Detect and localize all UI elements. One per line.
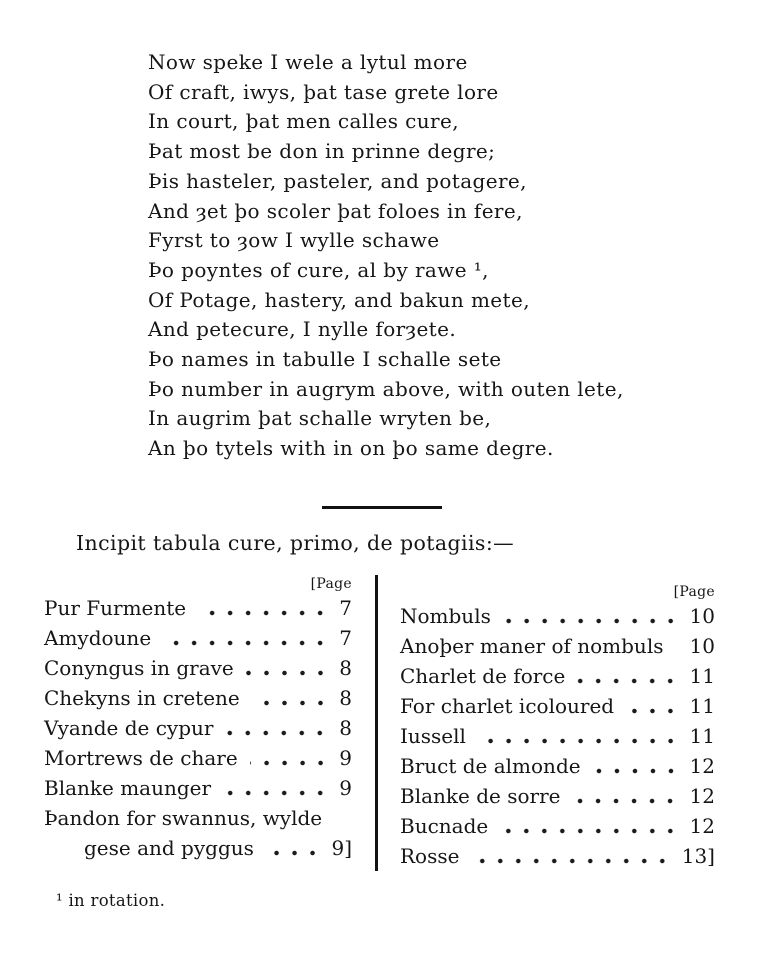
dot-leader bbox=[572, 798, 679, 804]
toc-entry bbox=[44, 773, 352, 803]
toc-entry-page: 11 bbox=[689, 663, 715, 688]
toc-entry bbox=[400, 751, 715, 781]
poem-line: An þo tytels with in on þo same degre. bbox=[148, 436, 554, 461]
toc-entry-line2 bbox=[44, 833, 352, 863]
dot-leader bbox=[577, 678, 679, 684]
poem-line: In augrim þat schalle wryten be, bbox=[148, 406, 492, 431]
toc-entry-title: Anoþer maner of nombuls bbox=[400, 633, 664, 658]
toc-entry-page: 11 bbox=[689, 693, 715, 718]
dot-leader bbox=[471, 858, 671, 864]
dot-leader bbox=[163, 640, 329, 646]
toc-entry bbox=[400, 661, 715, 691]
toc-entry bbox=[400, 721, 715, 751]
poem-block bbox=[148, 48, 763, 464]
toc-entry-page: 8 bbox=[339, 715, 352, 740]
dot-leader bbox=[593, 768, 680, 774]
toc-entry bbox=[400, 601, 715, 631]
incipit-heading: Incipit tabula cure, primo, de potagiis:— bbox=[76, 530, 515, 555]
toc-entry-title: For charlet icoloured bbox=[400, 693, 615, 718]
toc-entry-page: 9 bbox=[339, 775, 352, 800]
toc-entry-title: Blanke de sorre bbox=[400, 783, 561, 808]
poem-line: Þat most be don in prinne degre; bbox=[148, 139, 496, 164]
toc-entry-title: Amydoune bbox=[44, 625, 152, 650]
toc-entry-title: Þandon for swannus, wylde bbox=[44, 805, 323, 830]
poem-line: Þo number in augrym above, with outen lete, bbox=[148, 376, 624, 401]
toc-entry bbox=[44, 713, 352, 743]
toc-entry-page: 9 bbox=[339, 745, 352, 770]
toc-entry-title: Rosse bbox=[400, 843, 460, 868]
poem-line: Now speke I wele a lytul more bbox=[148, 50, 468, 74]
table-of-contents bbox=[0, 575, 763, 871]
toc-entry-title: Bruct de almonde bbox=[400, 753, 581, 778]
toc-entry-two-line bbox=[44, 803, 352, 863]
dot-leader bbox=[478, 738, 680, 744]
toc-entry-page: 10 bbox=[689, 633, 715, 658]
toc-entry-title: Nombuls bbox=[400, 603, 491, 628]
dot-leader bbox=[250, 760, 330, 766]
toc-entry-title: Conyngus in grave bbox=[44, 655, 234, 680]
toc-left-page-header: [Page bbox=[310, 575, 352, 592]
toc-entry-page: 12 bbox=[689, 783, 715, 808]
toc-entry-title-continued: gese and pyggus bbox=[84, 835, 254, 860]
dot-leader bbox=[675, 648, 679, 654]
dot-leader bbox=[198, 610, 329, 616]
toc-entry bbox=[44, 623, 352, 653]
poem-line: Þis hasteler, pasteler, and potagere, bbox=[148, 168, 527, 193]
dot-leader bbox=[626, 708, 679, 714]
toc-entry-title: Iussell bbox=[400, 723, 466, 748]
toc-entry bbox=[44, 683, 352, 713]
dot-leader bbox=[246, 670, 330, 676]
poem-line: And petecure, I nylle forȝete. bbox=[148, 317, 457, 342]
poem-line: Of craft, iwys, þat tase grete lore bbox=[148, 79, 499, 104]
toc-entry bbox=[400, 631, 715, 661]
toc-entry bbox=[400, 811, 715, 841]
toc-entry bbox=[400, 841, 715, 871]
column-divider-rule bbox=[375, 575, 378, 871]
toc-entry-page: 12 bbox=[689, 813, 715, 838]
dot-leader bbox=[266, 850, 322, 856]
toc-entry-title: Pur Furmente bbox=[44, 595, 187, 620]
footnote: ¹ in rotation. bbox=[56, 890, 166, 910]
toc-entry bbox=[44, 743, 352, 773]
toc-entry-page: 12 bbox=[689, 753, 715, 778]
toc-entry-title: Blanke maunger bbox=[44, 775, 212, 800]
toc-entry-page: 11 bbox=[689, 723, 715, 748]
dot-leader bbox=[252, 700, 330, 706]
dot-leader bbox=[503, 618, 680, 624]
dot-leader bbox=[223, 790, 329, 796]
toc-entry-page: 8 bbox=[339, 685, 352, 710]
toc-entry-title: Vyande de cypur bbox=[44, 715, 214, 740]
toc-entry-page: 10 bbox=[689, 603, 715, 628]
toc-entry-title: Mortrews de chare bbox=[44, 745, 238, 770]
toc-entry bbox=[44, 593, 352, 623]
poem-line: Fyrst to ȝow I wylle schawe bbox=[148, 228, 440, 253]
toc-entry-page: 7 bbox=[339, 595, 352, 620]
dot-leader bbox=[225, 730, 329, 736]
dot-leader bbox=[500, 828, 679, 834]
toc-entry-page: 7 bbox=[339, 625, 352, 650]
toc-entry-title: Charlet de force bbox=[400, 663, 566, 688]
poem-line: Þo names in tabulle I schalle sete bbox=[148, 347, 502, 372]
section-divider-rule bbox=[322, 506, 442, 509]
toc-right-column bbox=[400, 583, 715, 871]
toc-entry bbox=[400, 691, 715, 721]
toc-right-page-header: [Page bbox=[673, 583, 715, 600]
toc-left-column bbox=[44, 575, 352, 871]
poem-line: In court, þat men calles cure, bbox=[148, 109, 459, 134]
toc-entry bbox=[44, 653, 352, 683]
toc-entry-page: 8 bbox=[339, 655, 352, 680]
toc-entry-title: Chekyns in cretene bbox=[44, 685, 240, 710]
toc-entry-line1 bbox=[44, 803, 352, 833]
toc-entry-title: Bucnade bbox=[400, 813, 489, 838]
poem-line: Of Potage, hastery, and bakun mete, bbox=[148, 287, 530, 312]
toc-entry-page: 13] bbox=[681, 843, 715, 868]
toc-entry bbox=[400, 781, 715, 811]
poem-line: Þo poyntes of cure, al by rawe ¹, bbox=[148, 257, 489, 282]
poem-line: And ȝet þo scoler þat foloes in fere, bbox=[148, 198, 523, 223]
toc-entry-page: 9] bbox=[331, 835, 352, 860]
